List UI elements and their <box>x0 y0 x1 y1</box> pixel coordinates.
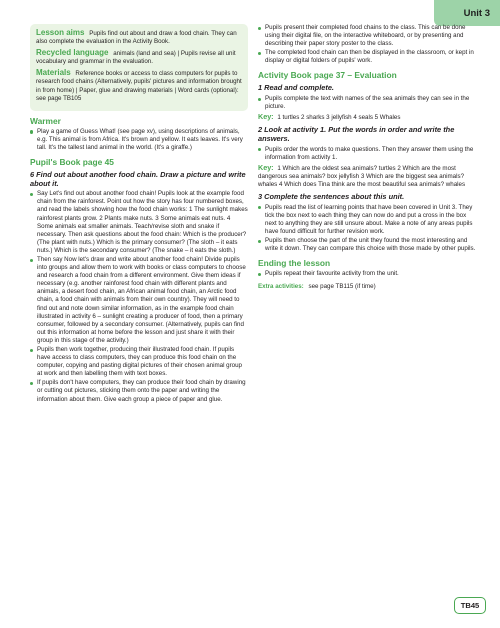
list-item: Pupils read the list of learning points that have been covered in Unit 3. They tick the box next to each thing they can now do and put a cross in the box next to anything they are still unsure about. Make a note of any areas pupils have found difficult for further revision work. <box>258 204 476 236</box>
lesson-aims-text: Pupils find out about and draw a food chain. They can also complete the evaluation in the Activity Book. <box>36 30 237 46</box>
materials-heading: Materials <box>36 68 71 78</box>
key-label: Key: <box>258 112 274 122</box>
extra-activities-text: see page TB115 (if time) <box>308 283 376 291</box>
list-item: If pupils don't have computers, they can produce their food chain by drawing or cutting out pictures, sticking them onto the paper and writing the information about them. Give each group a piece of paper and glue. <box>30 379 248 403</box>
materials-text: Reference books or access to class computers for pupils to research food chains (Alternatively, pupils' pictures and information brought in from home) | Paper, glue and drawing materials | Word cards (optional): see page TB105 <box>36 70 242 102</box>
task-1-heading: 1 Read and complete. <box>258 83 334 93</box>
task-2-heading: 2 Look at activity 1. Put the words in order and write the answers. <box>258 125 455 143</box>
activity-book-heading: Activity Book page 37 – Evaluation <box>258 70 397 81</box>
ending-list <box>258 270 476 278</box>
list-item: Say Let's find out about another food chain! Pupils look at the example food chain from the rainforest. Point out how the story has four numbered boxes, and read the labels showing how the food chain works: 1 The sunlight makes rainforest plants grow. 2 Plants make nuts. 3 Some animals eat nuts. 4 Some animals eat smaller animals. Teach/revise sloth and snake if necessary. Then ask questions about the food chain: Which is the producer? (The plant with nuts.) Which is the primary consumer? (The sloth – it eats nuts.) Which is the secondary consumer? (The snake – it eats the sloth.) <box>30 190 248 255</box>
presentation-list <box>258 24 476 65</box>
lesson-info-box <box>30 24 248 111</box>
warmer-list <box>30 128 248 152</box>
list-item: Pupils present their completed food chains to the class. This can be done using their digital file, on the interactive whiteboard, or by presenting and describing their paper story poster to the class. <box>258 24 476 48</box>
task-6-heading: 6 Find out about another food chain. Draw a picture and write about it. <box>30 170 246 188</box>
right-column <box>258 24 476 291</box>
task-3-list <box>258 204 476 254</box>
list-item: The completed food chain can then be displayed in the classroom, or kept in display or digital folders of pupils' work. <box>258 49 476 65</box>
answer-key-2 <box>258 164 476 189</box>
task-1-list <box>258 95 476 111</box>
warmer-heading: Warmer <box>30 115 61 126</box>
left-column <box>30 24 248 405</box>
lesson-aims <box>36 29 242 46</box>
key-text: 1 Which are the oldest sea animals? turtles 2 Which are the most dangerous sea animals? box jellyfish 3 Which are the biggest sea animals? whales 4 Which does Tina think are the most beautiful sea animals? whales <box>258 164 466 188</box>
extra-activities <box>258 283 476 291</box>
materials <box>36 69 242 102</box>
recycled-language <box>36 49 242 66</box>
unit-label: Unit 3 <box>463 8 490 19</box>
recycled-language-text: animals (land and sea) | Pupils revise all unit vocabulary and grammar in the evaluation. <box>36 50 236 66</box>
key-label: Key: <box>258 162 274 172</box>
answer-key-1 <box>258 113 476 122</box>
page-number: TB45 <box>454 597 486 614</box>
ending-heading: Ending the lesson <box>258 258 331 269</box>
task-2-list <box>258 146 476 162</box>
lesson-aims-heading: Lesson aims <box>36 28 85 37</box>
key-text: 1 turtles 2 sharks 3 jellyfish 4 seals 5 Whales <box>277 114 401 122</box>
list-item: Pupils repeat their favourite activity from the unit. <box>258 270 476 278</box>
list-item: Then say Now let's draw and write about another food chain! Divide pupils into groups and allow them to work with books or class computers to choose and research a food chain from a different environment. Give them ideas if necessary (e.g. another rainforest food chain with different plants and animals, a desert food chain, an African animal food chain, an Arctic food chain, a food chain with animals from their own country). They will need to find out and note down similar information, as in the example food chain illustrated in activity 6 – sunlight creating a producer of food, then a primary consumer, followed by a secondary consumer. (Alternatively, pupils can find out this information at home before the lesson and just share it with their group in this stage of the activity.) <box>30 256 248 345</box>
list-item: Pupils then work together, producing their illustrated food chain. If pupils have access to class computers, they can produce this food chain on the computer, copying and pasting digital pictures of their chosen animal group at work and then labelling them with text boxes. <box>30 346 248 378</box>
pupils-book-list <box>30 190 248 403</box>
task-3-heading: 3 Complete the sentences about this unit. <box>258 192 405 201</box>
list-item: Pupils order the words to make questions. Then they answer them using the information from activity 1. <box>258 146 476 162</box>
unit-tab <box>434 0 500 26</box>
pupils-book-heading: Pupil's Book page 45 <box>30 157 114 168</box>
list-item: Pupils then choose the part of the unit they found the most interesting and write it down. They can compare this choice with those made by other pupils. <box>258 237 476 253</box>
recycled-language-heading: Recycled language <box>36 48 109 58</box>
list-item: Pupils complete the text with names of the sea animals they can see in the picture. <box>258 95 476 111</box>
extra-activities-label: Extra activities: <box>258 283 304 291</box>
list-item: Play a game of Guess What! (see page xv), using descriptions of animals, e.g. This animal is from Africa. It's brown and yellow. It eats leaves. It's very tall. It's the tallest land animal in the world. (It's a giraffe.) <box>30 128 248 152</box>
